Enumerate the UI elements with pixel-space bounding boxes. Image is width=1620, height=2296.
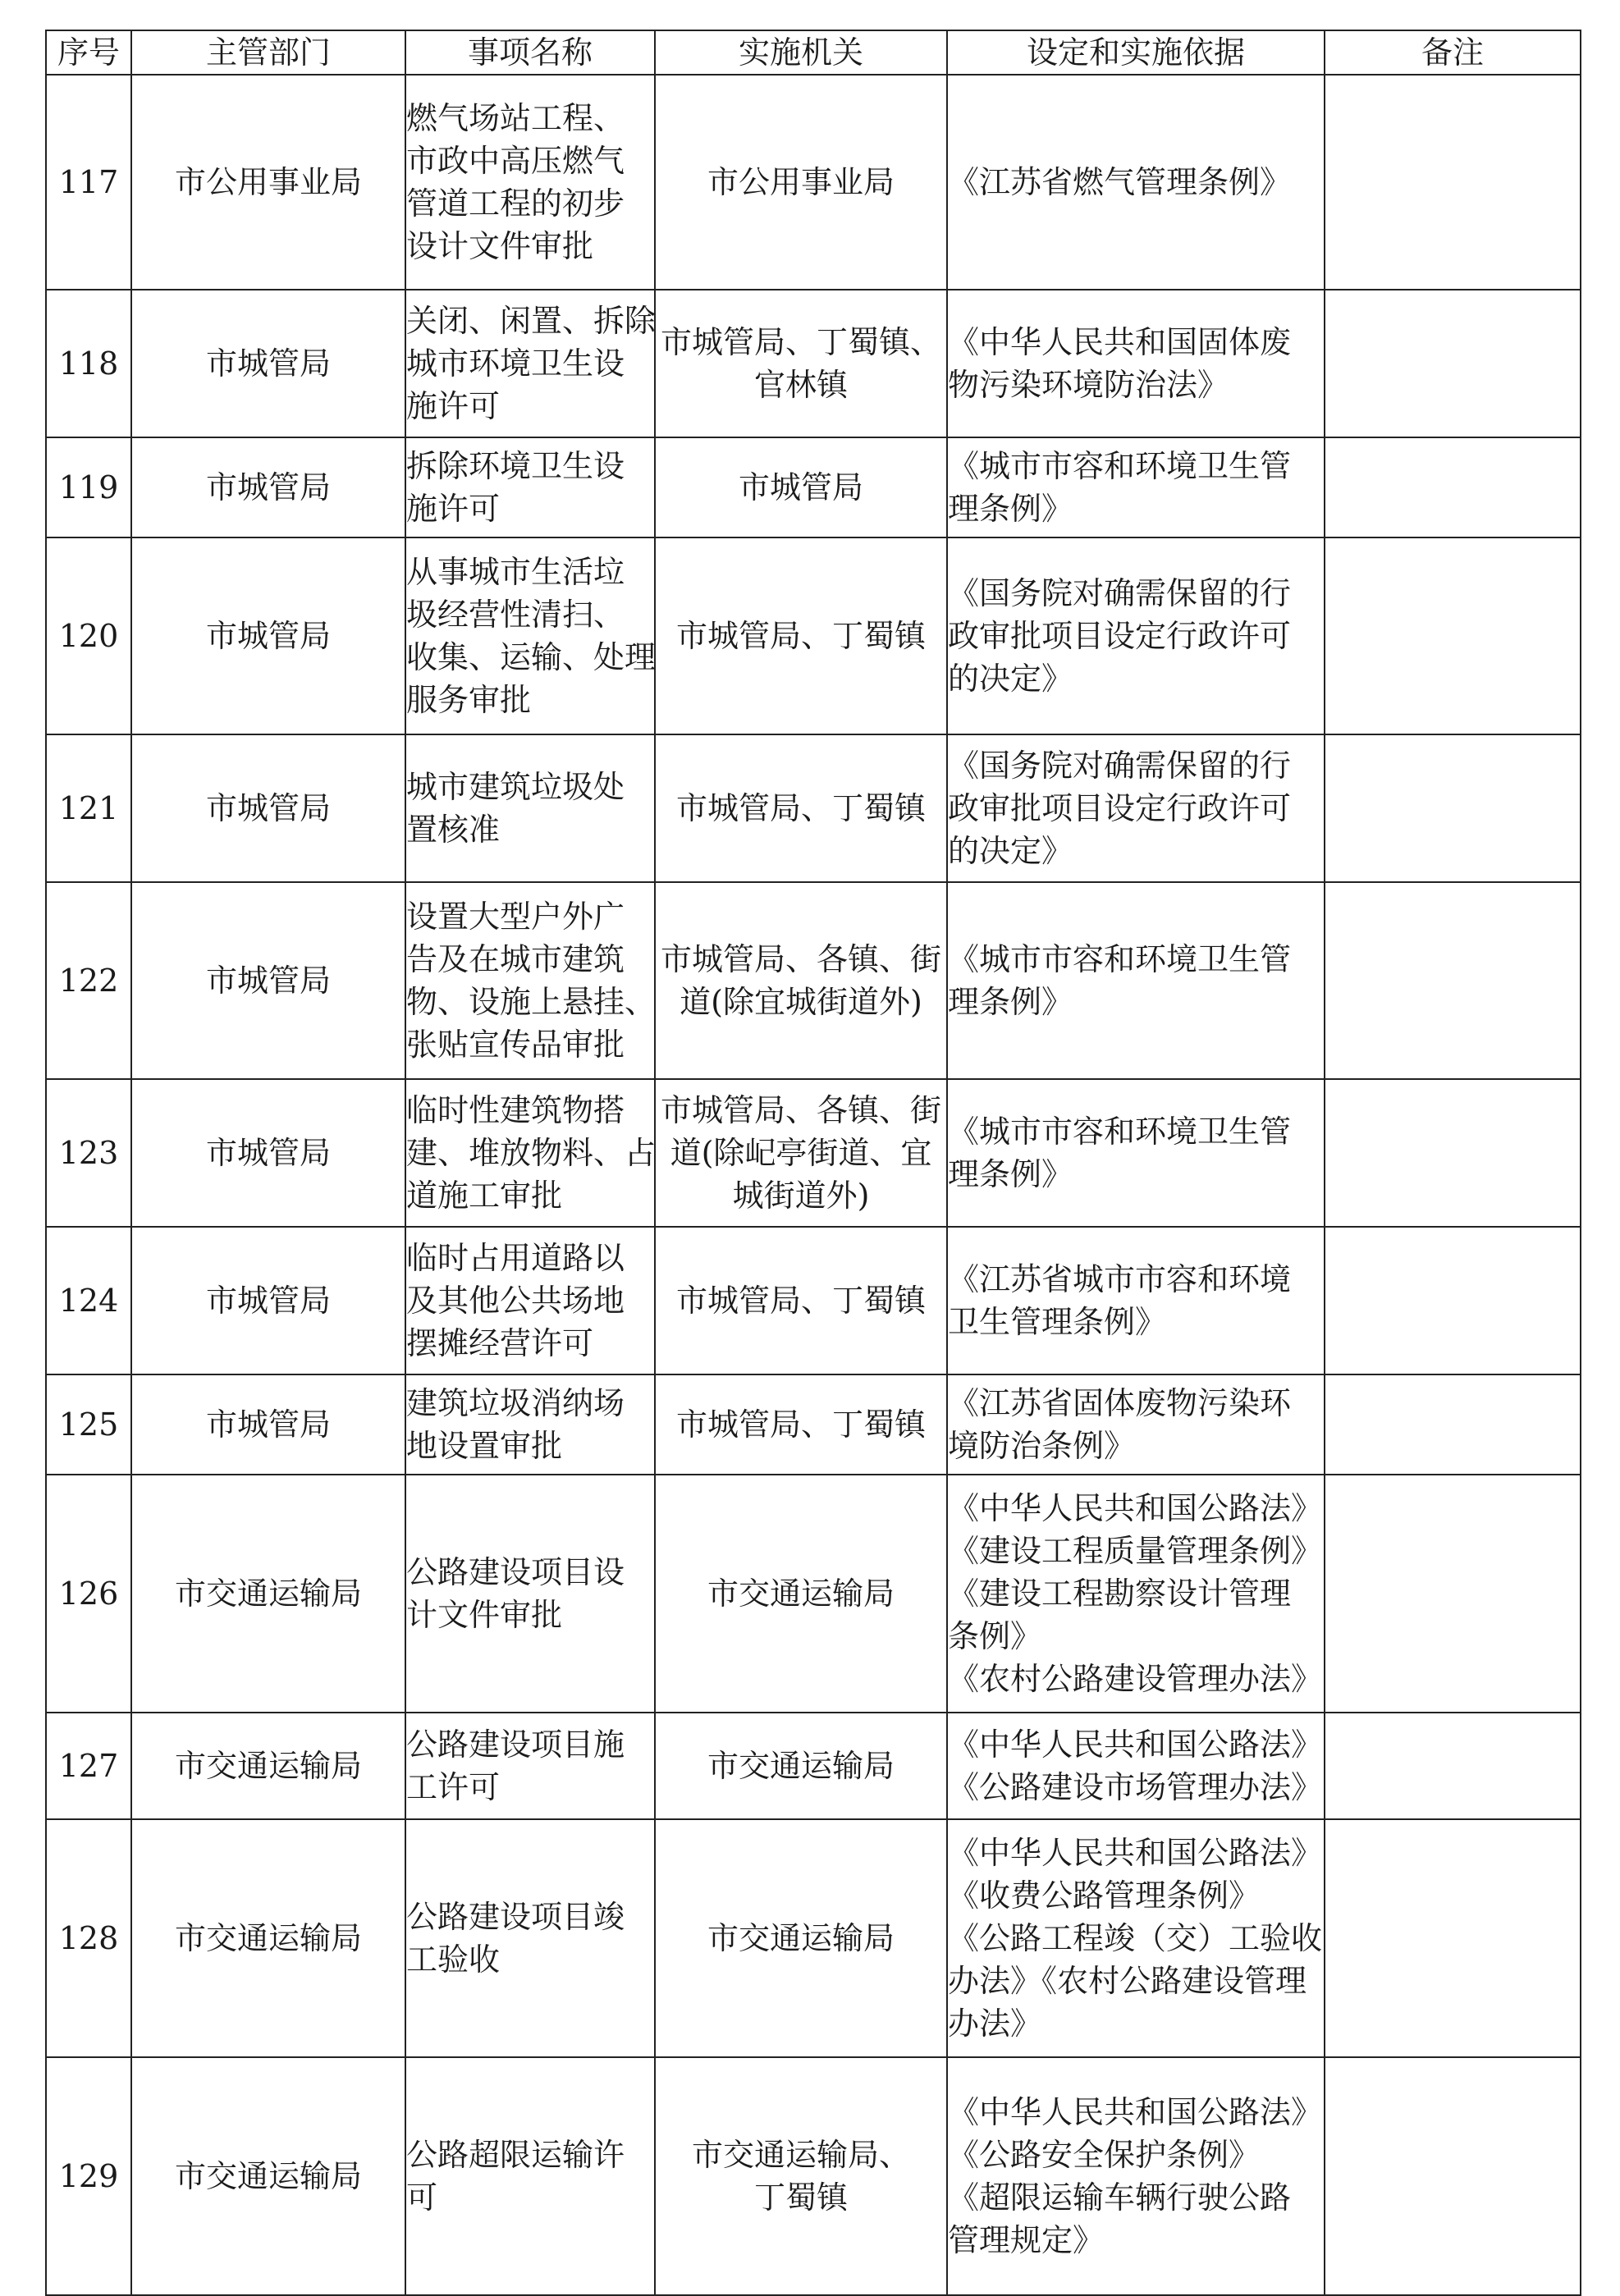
cell-item-line: 施许可 [406, 388, 501, 424]
cell-note [1325, 290, 1581, 437]
cell-item [405, 1227, 655, 1374]
cell-agency-line: 市城管局 [738, 469, 863, 505]
cell-agency-line: 市公用事业局 [707, 164, 895, 200]
table-row [46, 1713, 1581, 1819]
cell-note [1325, 75, 1581, 290]
cell-dept: 市城管局 [131, 1079, 405, 1227]
cell-agency [655, 882, 947, 1079]
header-row [46, 30, 1581, 75]
cell-basis-line: 《农村公路建设管理办法》 [948, 1661, 1323, 1697]
cell-item-line: 及其他公共场地 [406, 1283, 625, 1319]
cell-note [1325, 1713, 1581, 1819]
cell-item [405, 1713, 655, 1819]
cell-dept: 市交通运输局 [131, 1475, 405, 1713]
header-note: 备注 [1325, 30, 1581, 75]
cell-note [1325, 1227, 1581, 1374]
cell-item-line: 燃气场站工程、 [406, 100, 625, 136]
cell-agency-line: 市城管局、各镇、街 [660, 1092, 941, 1128]
cell-agency-line: 丁蜀镇 [753, 2179, 848, 2216]
cell-basis-line: 管理规定》 [948, 2222, 1105, 2258]
cell-agency-line: 市城管局、丁蜀镇 [675, 618, 926, 654]
table-row [46, 1227, 1581, 1374]
cell-item-line: 公路建设项目设 [406, 1554, 625, 1590]
cell-item [405, 882, 655, 1079]
cell-basis-line: 《城市市容和环境卫生管 [948, 941, 1292, 977]
cell-no: 125 [46, 1374, 131, 1475]
cell-item-line: 张贴宣传品审批 [406, 1027, 625, 1063]
cell-basis-line: 《公路建设市场管理办法》 [948, 1769, 1323, 1805]
cell-agency [655, 1475, 947, 1713]
cell-agency [655, 1819, 947, 2057]
cell-agency-line: 市交通运输局 [707, 1576, 895, 1612]
header-dept: 主管部门 [131, 30, 405, 75]
cell-basis-line: 《国务院对确需保留的行 [948, 748, 1292, 784]
cell-basis-line: 物污染环境防治法》 [948, 367, 1229, 403]
cell-no: 120 [46, 537, 131, 734]
cell-agency [655, 1227, 947, 1374]
cell-agency [655, 537, 947, 734]
cell-basis-line: 的决定》 [948, 833, 1073, 869]
cell-agency [655, 734, 947, 882]
cell-basis [947, 537, 1325, 734]
cell-note [1325, 734, 1581, 882]
cell-agency-line: 道(除宜城街道外) [680, 984, 922, 1020]
cell-note [1325, 1819, 1581, 2057]
cell-agency-line: 市城管局、丁蜀镇 [675, 1406, 926, 1443]
cell-agency-line: 市城管局、各镇、街 [660, 941, 941, 977]
cell-dept: 市城管局 [131, 734, 405, 882]
cell-item-line: 城市环境卫生设 [406, 345, 625, 382]
cell-basis [947, 882, 1325, 1079]
cell-item-line: 关闭、闲置、拆除 [406, 303, 657, 339]
table-row [46, 1079, 1581, 1227]
cell-agency-line: 市城管局、丁蜀镇 [675, 790, 926, 826]
header-basis: 设定和实施依据 [947, 30, 1325, 75]
cell-no: 118 [46, 290, 131, 437]
header-no: 序号 [46, 30, 131, 75]
cell-agency [655, 1374, 947, 1475]
cell-item-line: 计文件审批 [406, 1597, 563, 1633]
cell-item-line: 设计文件审批 [406, 228, 594, 264]
cell-basis [947, 734, 1325, 882]
cell-item-line: 拆除环境卫生设 [406, 448, 625, 484]
cell-item [405, 1819, 655, 2057]
cell-item-line: 建筑垃圾消纳场 [406, 1385, 625, 1421]
cell-basis-line: 《超限运输车辆行驶公路 [948, 2179, 1292, 2216]
cell-basis-line: 政审批项目设定行政许可 [948, 790, 1292, 826]
table-row [46, 1819, 1581, 2057]
cell-item-line: 收集、运输、处理 [406, 639, 657, 675]
cell-item-line: 管道工程的初步 [406, 185, 625, 222]
cell-agency-line: 市交通运输局、 [691, 2137, 910, 2173]
cell-item-line: 地设置审批 [406, 1428, 563, 1464]
cell-item-line: 置核准 [406, 812, 501, 848]
cell-basis-line: 《中华人民共和国固体废 [948, 324, 1292, 360]
cell-item-line: 建、堆放物料、占 [406, 1135, 657, 1171]
table-row [46, 1374, 1581, 1475]
cell-basis-line: 境防治条例》 [948, 1428, 1136, 1464]
approval-items-table [45, 30, 1581, 2296]
cell-item [405, 537, 655, 734]
cell-basis-line: 《江苏省城市市容和环境 [948, 1261, 1292, 1297]
cell-no: 129 [46, 2057, 131, 2295]
cell-item-line: 公路建设项目竣 [406, 1899, 625, 1935]
cell-note [1325, 1079, 1581, 1227]
table-row [46, 734, 1581, 882]
cell-agency [655, 437, 947, 537]
cell-note [1325, 1374, 1581, 1475]
header-agency: 实施机关 [655, 30, 947, 75]
table-row [46, 437, 1581, 537]
cell-item [405, 734, 655, 882]
cell-basis-line: 《城市市容和环境卫生管 [948, 1114, 1292, 1150]
cell-item-line: 施许可 [406, 491, 501, 527]
cell-no: 126 [46, 1475, 131, 1713]
cell-basis-line: 办法》《农村公路建设管理 [948, 1963, 1307, 1999]
cell-basis-line: 条例》 [948, 1618, 1042, 1654]
cell-agency-line: 市交通运输局 [707, 1920, 895, 1956]
cell-no: 128 [46, 1819, 131, 2057]
cell-item-line: 服务审批 [406, 682, 532, 718]
cell-dept: 市城管局 [131, 1227, 405, 1374]
cell-dept: 市交通运输局 [131, 1819, 405, 2057]
table-row [46, 75, 1581, 290]
cell-note [1325, 1475, 1581, 1713]
cell-item-line: 道施工审批 [406, 1178, 563, 1214]
cell-item [405, 437, 655, 537]
cell-item-line: 设置大型户外广 [406, 899, 625, 935]
table-row [46, 2057, 1581, 2295]
cell-agency-line: 市交通运输局 [707, 1748, 895, 1784]
cell-agency [655, 2057, 947, 2295]
cell-dept: 市城管局 [131, 882, 405, 1079]
cell-basis-line: 理条例》 [948, 984, 1073, 1020]
cell-basis-line: 《收费公路管理条例》 [948, 1878, 1261, 1914]
cell-agency [655, 290, 947, 437]
cell-basis-line: 的决定》 [948, 661, 1073, 697]
cell-dept: 市城管局 [131, 537, 405, 734]
cell-basis-line: 《城市市容和环境卫生管 [948, 448, 1292, 484]
table-row [46, 1475, 1581, 1713]
cell-item-line: 摆摊经营许可 [406, 1325, 594, 1361]
cell-dept: 市交通运输局 [131, 2057, 405, 2295]
cell-basis-line: 《公路工程竣（交）工验收 [948, 1920, 1323, 1956]
cell-item [405, 1079, 655, 1227]
cell-basis-line: 《公路安全保护条例》 [948, 2137, 1261, 2173]
cell-basis [947, 75, 1325, 290]
cell-basis-line: 《江苏省固体废物污染环 [948, 1385, 1292, 1421]
cell-agency-line: 城街道外) [732, 1178, 870, 1214]
cell-basis-line: 卫生管理条例》 [948, 1304, 1167, 1340]
cell-basis [947, 2057, 1325, 2295]
cell-dept: 市公用事业局 [131, 75, 405, 290]
cell-basis [947, 1819, 1325, 2057]
cell-item [405, 1475, 655, 1713]
cell-dept: 市城管局 [131, 437, 405, 537]
cell-basis [947, 1713, 1325, 1819]
cell-no: 122 [46, 882, 131, 1079]
cell-dept: 市城管局 [131, 1374, 405, 1475]
cell-agency-line: 市城管局、丁蜀镇、 [660, 324, 941, 360]
cell-item-line: 临时性建筑物搭 [406, 1092, 625, 1128]
cell-basis [947, 437, 1325, 537]
cell-agency [655, 1079, 947, 1227]
cell-basis [947, 1227, 1325, 1374]
cell-basis-line: 《建设工程勘察设计管理 [948, 1576, 1292, 1612]
cell-note [1325, 2057, 1581, 2295]
cell-agency-line: 官林镇 [753, 367, 848, 403]
cell-basis [947, 290, 1325, 437]
cell-item-line: 可 [406, 2179, 438, 2216]
cell-item-line: 公路超限运输许 [406, 2137, 625, 2173]
cell-basis-line: 《国务院对确需保留的行 [948, 575, 1292, 611]
cell-basis [947, 1475, 1325, 1713]
cell-item [405, 2057, 655, 2295]
cell-basis-line: 理条例》 [948, 491, 1073, 527]
table-row [46, 882, 1581, 1079]
cell-item [405, 75, 655, 290]
cell-item-line: 物、设施上悬挂、 [406, 984, 657, 1020]
cell-item [405, 290, 655, 437]
cell-no: 124 [46, 1227, 131, 1374]
cell-item-line: 临时占用道路以 [406, 1240, 625, 1276]
cell-dept: 市城管局 [131, 290, 405, 437]
cell-basis [947, 1374, 1325, 1475]
cell-basis [947, 1079, 1325, 1227]
table-row [46, 537, 1581, 734]
cell-agency-line: 道(除屺亭街道、宜 [670, 1135, 932, 1171]
cell-item-line: 工验收 [406, 1942, 501, 1978]
table-row [46, 290, 1581, 437]
cell-no: 119 [46, 437, 131, 537]
cell-basis-line: 《建设工程质量管理条例》 [948, 1533, 1323, 1569]
cell-item-line: 告及在城市建筑 [406, 941, 625, 977]
cell-basis-line: 《江苏省燃气管理条例》 [948, 164, 1292, 200]
cell-basis-line: 理条例》 [948, 1156, 1073, 1192]
cell-no: 123 [46, 1079, 131, 1227]
cell-basis-line: 《中华人民共和国公路法》 [948, 1835, 1323, 1871]
header-item: 事项名称 [405, 30, 655, 75]
cell-agency-line: 市城管局、丁蜀镇 [675, 1283, 926, 1319]
cell-item-line: 市政中高压燃气 [406, 143, 625, 179]
cell-basis-line: 《中华人民共和国公路法》 [948, 2094, 1323, 2130]
cell-no: 121 [46, 734, 131, 882]
cell-basis-line: 《中华人民共和国公路法》 [948, 1490, 1323, 1526]
cell-basis-line: 政审批项目设定行政许可 [948, 618, 1292, 654]
cell-item-line: 工许可 [406, 1769, 501, 1805]
cell-agency [655, 1713, 947, 1819]
cell-no: 117 [46, 75, 131, 290]
cell-agency [655, 75, 947, 290]
cell-item-line: 公路建设项目施 [406, 1727, 625, 1763]
cell-item-line: 城市建筑垃圾处 [406, 769, 625, 805]
cell-item-line: 从事城市生活垃 [406, 554, 625, 590]
cell-note [1325, 437, 1581, 537]
cell-basis-line: 办法》 [948, 2006, 1042, 2042]
cell-basis-line: 《中华人民共和国公路法》 [948, 1727, 1323, 1763]
cell-note [1325, 882, 1581, 1079]
cell-item-line: 圾经营性清扫、 [406, 597, 625, 633]
cell-dept: 市交通运输局 [131, 1713, 405, 1819]
cell-no: 127 [46, 1713, 131, 1819]
cell-item [405, 1374, 655, 1475]
cell-note [1325, 537, 1581, 734]
